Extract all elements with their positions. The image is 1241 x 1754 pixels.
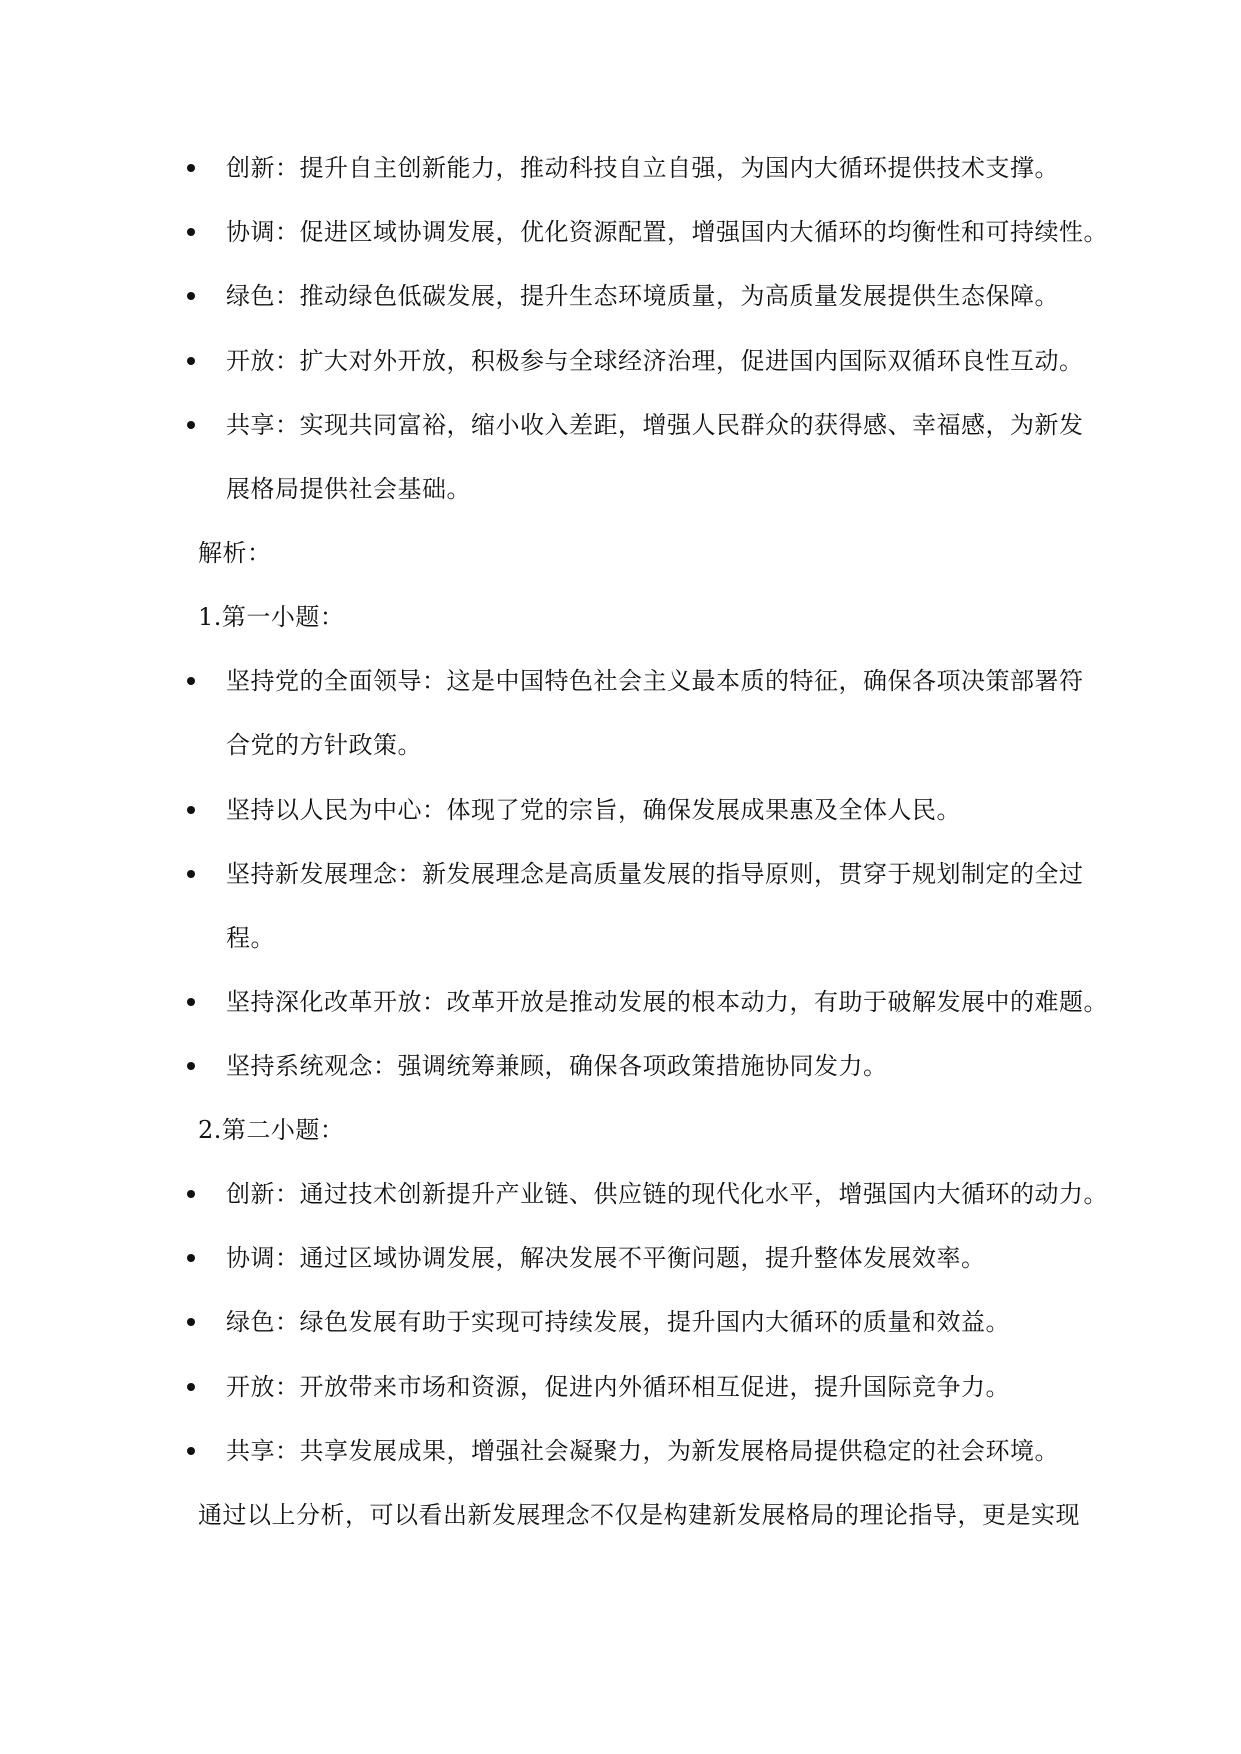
list-item: 协调：通过区域协调发展，解决发展不平衡问题，提升整体发展效率。 bbox=[226, 1244, 986, 1272]
bullet-dot-icon bbox=[187, 1447, 195, 1455]
list-item: 坚持深化改革开放：改革开放是推动发展的根本动力，有助于破解发展中的难题。 bbox=[226, 988, 1108, 1016]
list-item: 绿色：绿色发展有助于实现可持续发展，提升国内大循环的质量和效益。 bbox=[226, 1308, 1010, 1336]
bullet-dot-icon bbox=[187, 228, 195, 236]
list-item: 共享：实现共同富裕，缩小收入差距，增强人民群众的获得感、幸福感，为新发 bbox=[226, 411, 1084, 439]
bullet-dot-icon bbox=[187, 998, 195, 1006]
bullet-dot-icon bbox=[187, 806, 195, 814]
bullet-dot-icon bbox=[187, 357, 195, 365]
bullet-dot-icon bbox=[187, 1318, 195, 1326]
list-item: 绿色：推动绿色低碳发展，提升生态环境质量，为高质量发展提供生态保障。 bbox=[226, 282, 1059, 310]
bullet-dot-icon bbox=[187, 1383, 195, 1391]
list-item: 创新：提升自主创新能力，推动科技自立自强，为国内大循环提供技术支撑。 bbox=[226, 154, 1059, 182]
list-item: 创新：通过技术创新提升产业链、供应链的现代化水平，增强国内大循环的动力。 bbox=[226, 1180, 1108, 1208]
conclusion-paragraph: 通过以上分析，可以看出新发展理念不仅是构建新发展格局的理论指导，更是实现 bbox=[198, 1501, 1080, 1529]
list-item: 坚持党的全面领导：这是中国特色社会主义最本质的特征，确保各项决策部署符 bbox=[226, 667, 1084, 695]
bullet-dot-icon bbox=[187, 421, 195, 429]
bullet-dot-icon bbox=[187, 292, 195, 300]
list-item: 坚持新发展理念：新发展理念是高质量发展的指导原则，贯穿于规划制定的全过 bbox=[226, 860, 1084, 888]
list-item: 开放：扩大对外开放，积极参与全球经济治理，促进国内国际双循环良性互动。 bbox=[226, 347, 1084, 375]
list-item-continuation: 合党的方针政策。 bbox=[226, 731, 422, 759]
list-item: 共享：共享发展成果，增强社会凝聚力，为新发展格局提供稳定的社会环境。 bbox=[226, 1437, 1059, 1465]
analysis-heading: 解析： bbox=[198, 539, 272, 567]
bullet-dot-icon bbox=[187, 1190, 195, 1198]
bullet-dot-icon bbox=[187, 677, 195, 685]
subquestion-1-title: 1.第一小题： bbox=[198, 603, 345, 631]
bullet-dot-icon bbox=[187, 1254, 195, 1262]
list-item: 协调：促进区域协调发展，优化资源配置，增强国内大循环的均衡性和可持续性。 bbox=[226, 218, 1108, 246]
list-item-continuation: 展格局提供社会基础。 bbox=[226, 475, 471, 503]
bullet-dot-icon bbox=[187, 1062, 195, 1070]
list-item-continuation: 程。 bbox=[226, 924, 275, 952]
list-item: 坚持以人民为中心：体现了党的宗旨，确保发展成果惠及全体人民。 bbox=[226, 796, 961, 824]
bullet-dot-icon bbox=[187, 164, 195, 172]
list-item: 坚持系统观念：强调统筹兼顾，确保各项政策措施协同发力。 bbox=[226, 1052, 888, 1080]
bullet-dot-icon bbox=[187, 870, 195, 878]
subquestion-2-title: 2.第二小题： bbox=[198, 1116, 345, 1144]
list-item: 开放：开放带来市场和资源，促进内外循环相互促进，提升国际竞争力。 bbox=[226, 1373, 1010, 1401]
